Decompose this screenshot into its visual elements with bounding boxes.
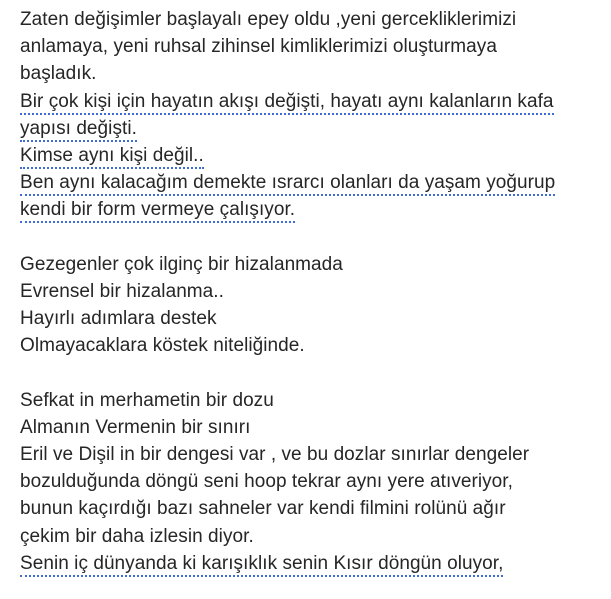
line-text: anlamaya, yeni ruhsal zihinsel kimliklerimizi oluşturmaya (20, 36, 497, 58)
text-line-20 (20, 523, 610, 550)
text-line-3 (20, 60, 610, 87)
underlined-line-text: Bir çok kişi için hayatın akışı değişti, hayatı aynı kalanların kafa (20, 91, 554, 115)
text-line-2 (20, 33, 610, 60)
underlined-line-text: Senin iç dünyanda ki karışıklık senin Kısır döngün oluyor, (20, 553, 503, 577)
text-line-8 (20, 196, 610, 223)
line-text: Eril ve Dişil in bir dengesi var , ve bu dozlar sınırlar dengeler (20, 444, 530, 465)
line-text: Zaten değişimler başlayalı epey oldu ,yeni gerceklikleri​mizi (20, 9, 517, 30)
underlined-line-text: Ben aynı kalacağım demekte ısrarcı olanları da yaşam yoğurup (20, 172, 555, 196)
underlined-line-text: Kimse aynı kişi değil.. (20, 145, 204, 169)
document-body (20, 6, 610, 577)
text-line-1 (20, 6, 610, 33)
text-line-6 (20, 142, 610, 169)
line-text: çekim bir daha izlesin diyor. (20, 525, 254, 547)
text-line-5 (20, 115, 610, 142)
text-line-10 (20, 251, 610, 278)
text-line-16 (20, 414, 610, 441)
underlined-line-text: kendi bir form vermeye çalışıyor. (20, 199, 295, 223)
line-text: Sefkat in merhametin bir dozu (20, 389, 274, 411)
line-text: başladık. (20, 63, 97, 85)
text-line-12 (20, 305, 610, 332)
text-line-11 (20, 278, 610, 305)
line-text: bozulduğunda döngü seni hoop tekrar aynı yere atıveriyor, (20, 471, 513, 493)
underlined-line-text: yapısı değişti. (20, 118, 137, 142)
blank-line (20, 224, 610, 251)
text-line-21 (20, 550, 610, 577)
line-text: Hayırlı adımlara destek (20, 308, 217, 330)
text-line-13 (20, 332, 610, 359)
line-text: Olmayacaklara köstek niteliğinde. (20, 335, 305, 357)
line-text: Almanın Vermenin bir sınırı (20, 416, 251, 438)
line-text: bunun kaçırdığı bazı sahneler var kendi filmini rolünü ağır (20, 498, 506, 520)
text-line-4 (20, 88, 610, 115)
text-line-15 (20, 387, 610, 414)
text-line-19 (20, 495, 610, 522)
line-text: Gezegenler çok ilginç bir hizalanmada (20, 253, 343, 275)
line-text: Evrensel bir hizalanma.. (20, 280, 224, 302)
blank-line (20, 359, 610, 386)
text-line-7 (20, 169, 610, 196)
text-line-17 (20, 441, 610, 468)
text-line-18 (20, 468, 610, 495)
